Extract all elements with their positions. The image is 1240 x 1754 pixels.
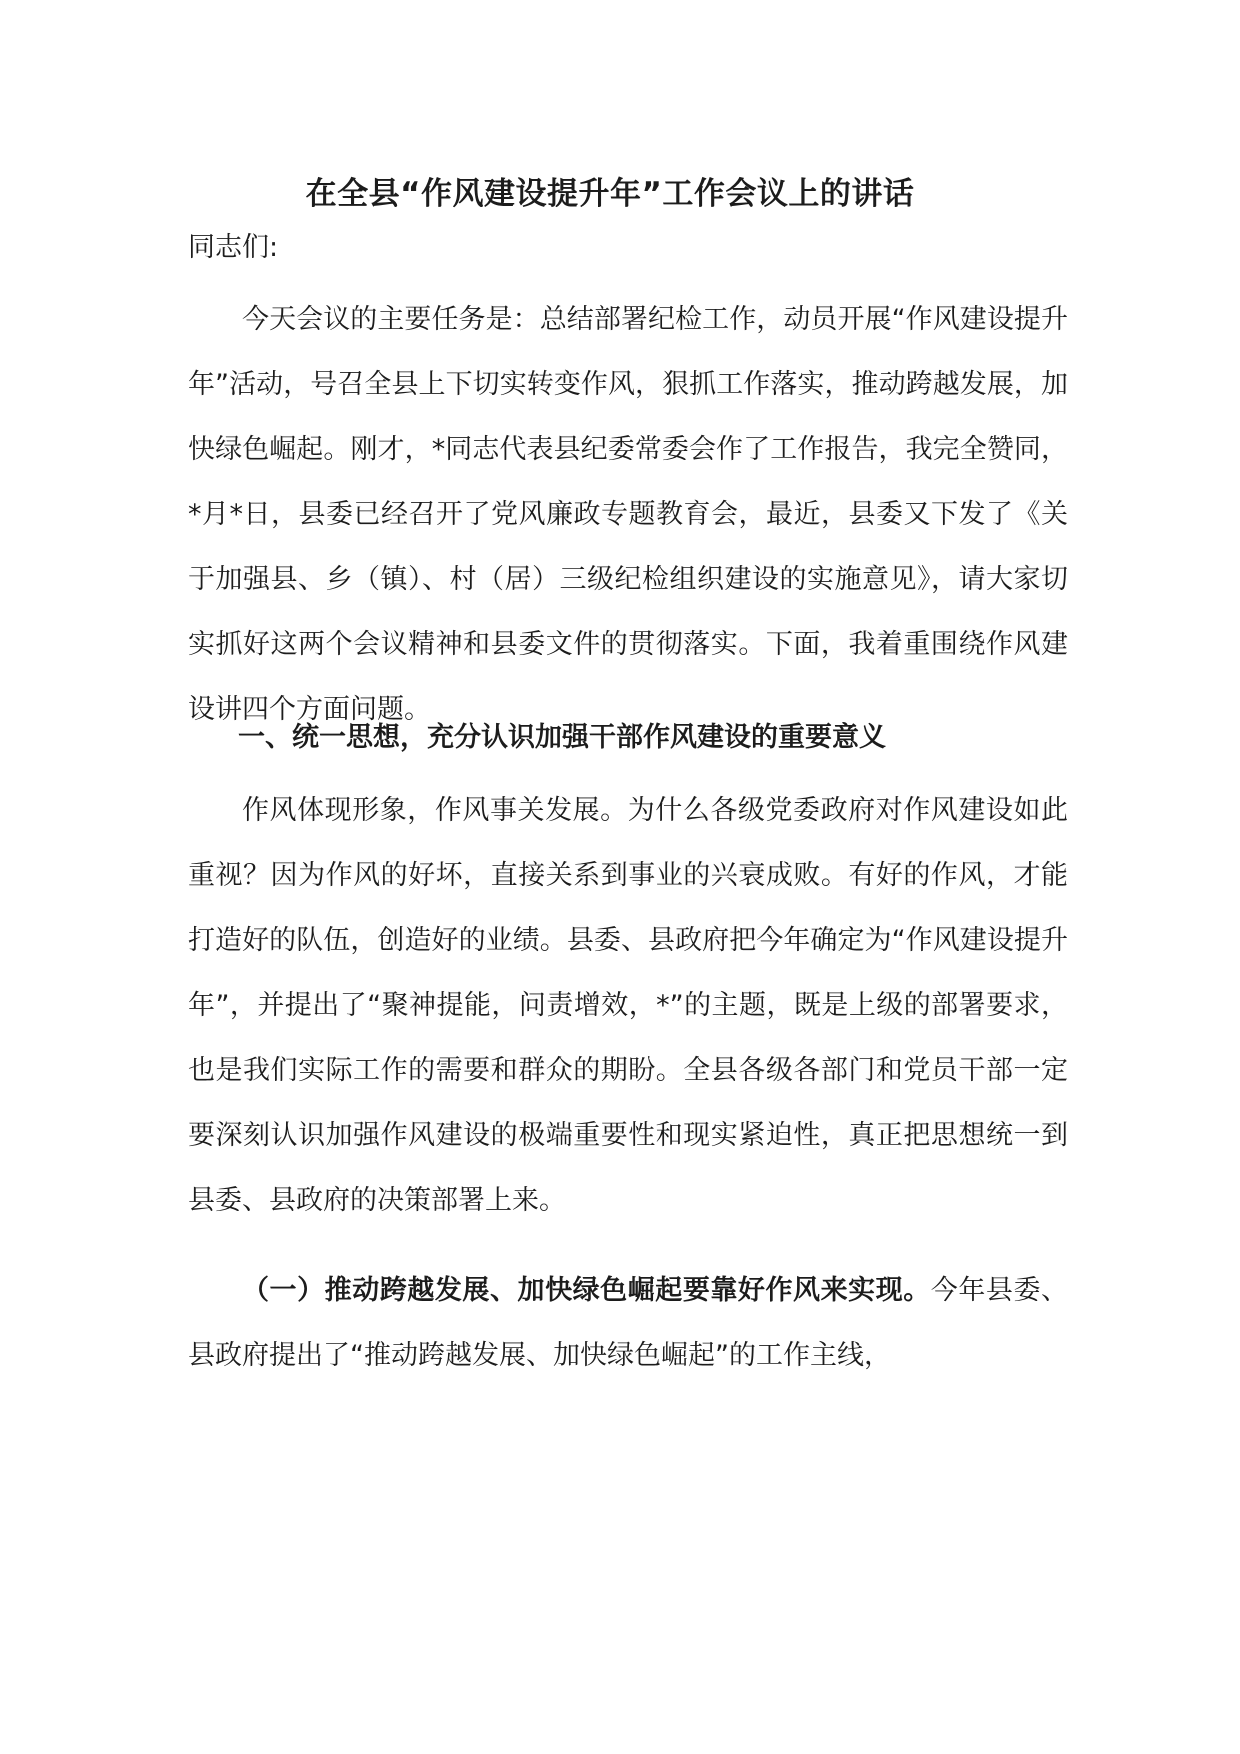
opening-paragraph: 今天会议的主要任务是：总结部署纪检工作，动员开展“作风建设提升年”活动，号召全县上下切实转变作风，狠抓工作落实，推动跨越发展，加快绿色崛起。刚才，*同志代表县纪委常委会作了工作报告，我完全赞同，*月*日，县委已经召开了党风廉政专题教育会，最近，县委又下发了《关于加强县、乡（镇）、村（居）三级纪检组织建设的实施意见》，请大家切实抓好这两个会议精神和县委文件的贯彻落实。下面，我着重围绕作风建设讲四个方面问题。: [188, 304, 1068, 725]
salutation: 同志们:: [188, 232, 279, 263]
document-title: 在全县“作风建设提升年”工作会议上的讲话: [305, 176, 915, 212]
section-heading-1: 一、统一思想，充分认识加强干部作风建设的重要意义: [238, 722, 886, 753]
section-1-paragraph: 作风体现形象，作风事关发展。为什么各级党委政府对作风建设如此重视？因为作风的好坏，直接关系到事业的兴衰成败。有好的作风，才能打造好的队伍，创造好的业绩。县委、县政府把今年确定为“作风建设提升年”，并提出了“聚神提能，问责增效，*”的主题，既是上级的部署要求，也是我们实际工作的需要和群众的期盼。全县各级各部门和党员干部一定要深刻认识加强作风建设的极端重要性和现实紧迫性，真正把思想统一到县委、县政府的决策部署上来。: [188, 795, 1068, 1216]
document-page: [188, 0, 1088, 1754]
subsection-heading-1: （一）推动跨越发展、加快绿色崛起要靠好作风来实现。: [242, 1275, 931, 1306]
subsection-1-paragraph: [188, 1258, 1068, 1388]
subsection-1-text: 今年县委、县政府提出了“推动跨越发展、加快绿色崛起”的工作主线，: [188, 1275, 1069, 1371]
